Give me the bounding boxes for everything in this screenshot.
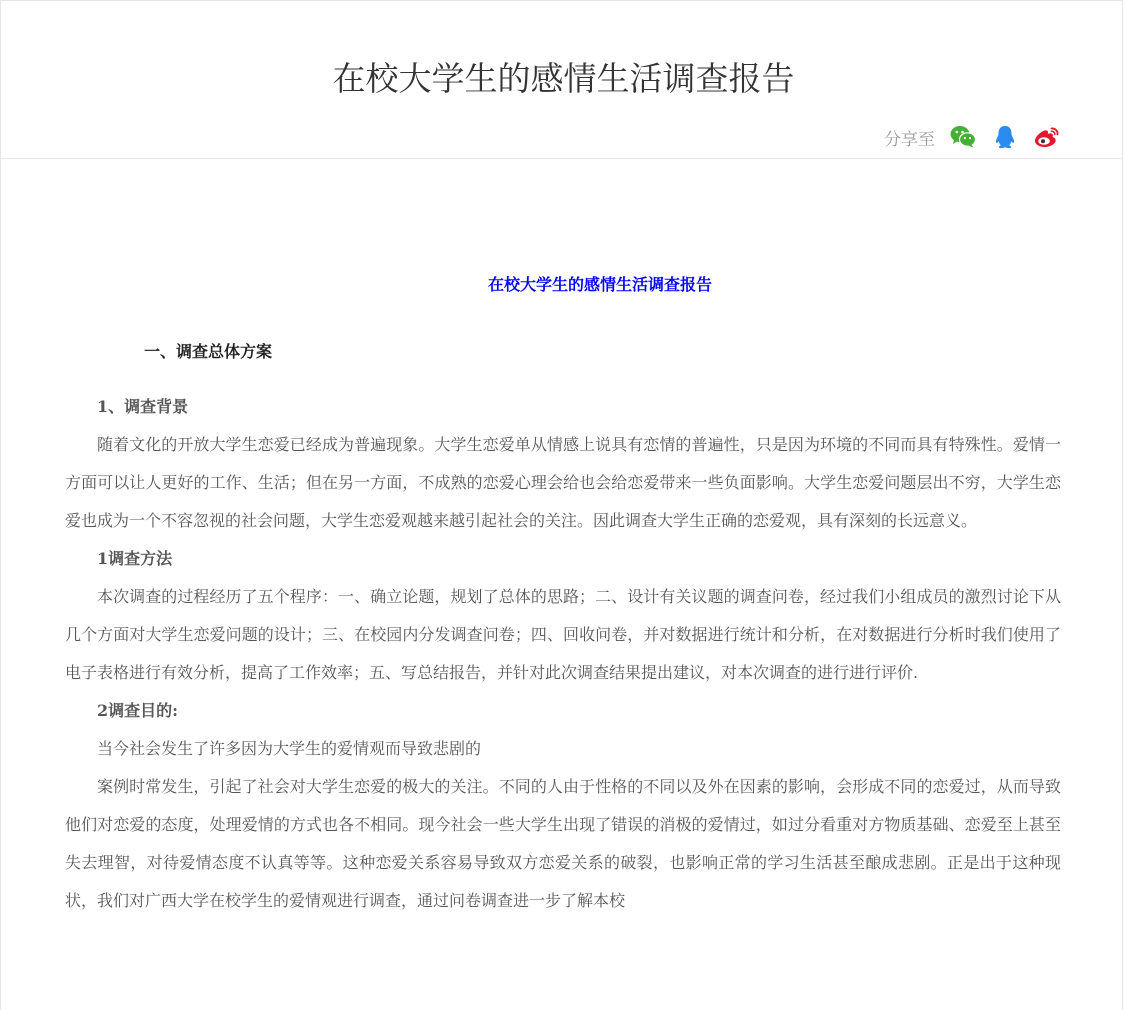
wechat-icon-glyph: [949, 124, 977, 150]
share-bar: [884, 124, 1061, 150]
paragraph-background: 随着文化的开放大学生恋爱已经成为普遍现象。大学生恋爱单从情感上说具有恋情的普遍性，只是因为环境的不同而具有特殊性。爱情一方面可以让人更好的工作、生活；但在另一方面，不成熟的恋爱心理会给也会给恋爱带来一些负面影响。大学生恋爱问题层出不穷，大学生恋爱也成为一个不容忽视的社会问题，大学生恋爱观越来越引起社会的关注。因此调查大学生正确的恋爱观，具有深刻的长远意义。: [65, 435, 1061, 530]
paragraph-purpose: 案例时常发生，引起了社会对大学生恋爱的极大的关注。不同的人由于性格的不同以及外在因素的影响，会形成不同的恋爱过，从而导致他们对恋爱的态度，处理爱情的方式也各不相同。现今社会一些大学生出现了错误的消极的爱情过，如过分看重对方物质基础、恋爱至上甚至失去理智，对待爱情态度不认真等等。这种恋爱关系容易导致双方恋爱关系的破裂，也影响正常的学习生活甚至酿成悲剧。正是出于这种现状，我们对广西大学在校学生的爱情观进行调查，通过问卷调查进一步了解本校: [65, 777, 1061, 910]
weibo-icon-glyph: [1033, 124, 1061, 150]
page-title: 在校大学生的感情生活调查报告: [332, 59, 795, 98]
qq-icon[interactable]: [991, 124, 1019, 150]
weibo-icon[interactable]: [1033, 124, 1061, 150]
section-heading: 一、调查总体方案: [144, 342, 273, 361]
article-body: [65, 388, 1061, 920]
subheading-purpose: 2调查目的:: [97, 701, 179, 720]
article-header: [1, 1, 1123, 159]
paragraph-method: 本次调查的过程经历了五个程序：一、确立论题，规划了总体的思路；二、设计有关议题的调查问卷，经过我们小组成员的激烈讨论下从几个方面对大学生恋爱问题的设计；三、在校园内分发调查问卷；四、回收问卷，并对数据进行统计和分析，在对数据进行分析时我们使用了电子表格进行有效分析，提高了工作效率；五、写总结报告，并针对此次调查结果提出建议，对本次调查的进行进行评价.: [65, 587, 1061, 682]
subheading-background: 1、调查背景: [97, 397, 189, 416]
paragraph-purpose-intro: 当今社会发生了许多因为大学生的爱情观而导致悲剧的: [97, 739, 482, 758]
share-label: 分享至: [884, 129, 935, 150]
subheading-method: 1调查方法: [97, 549, 173, 568]
wechat-icon[interactable]: [949, 124, 977, 150]
document-title: 在校大学生的感情生活调查报告: [487, 275, 712, 294]
qq-icon-glyph: [991, 124, 1019, 150]
